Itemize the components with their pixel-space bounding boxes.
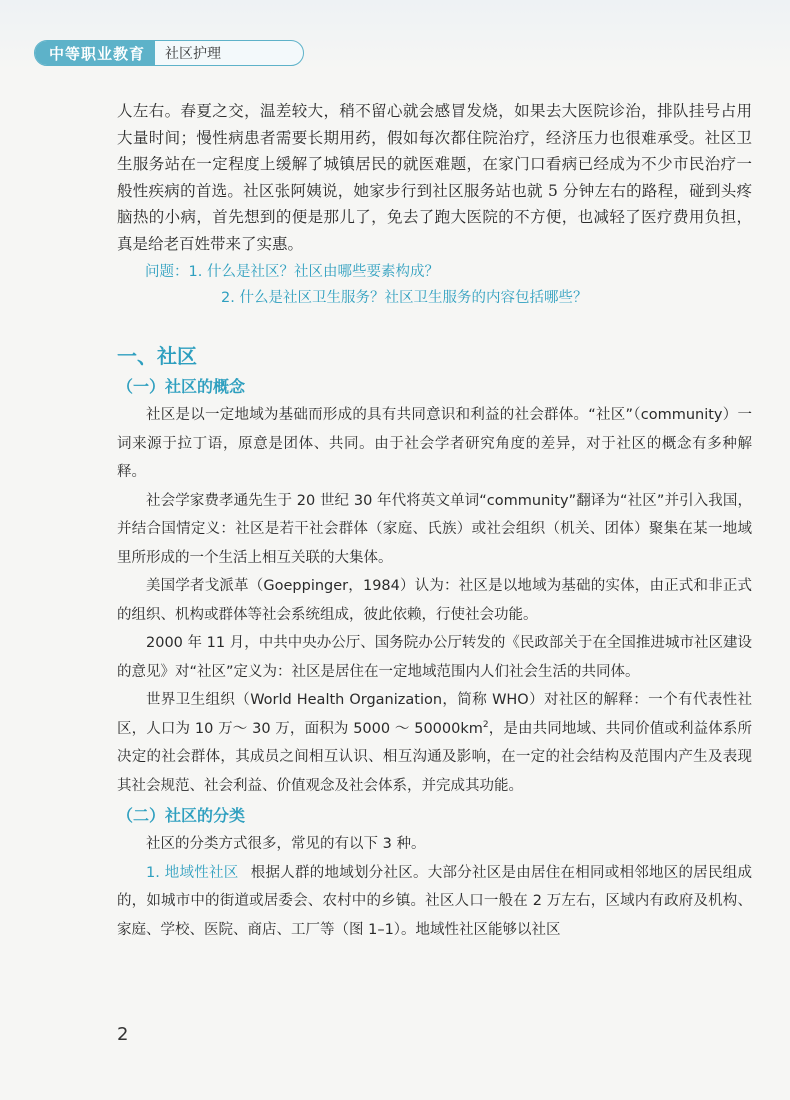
- page-header: [0, 0, 790, 72]
- question-block: [117, 259, 752, 311]
- section-title: 一、社区: [117, 344, 197, 368]
- header-pill: [34, 40, 304, 66]
- lead-term: 1. 地域性社区: [146, 864, 239, 881]
- paragraph-who: [117, 686, 752, 800]
- concept-body: [117, 401, 752, 800]
- page-content: [117, 98, 752, 944]
- superscript: 2: [482, 719, 489, 730]
- question-2: 2. 什么是社区卫生服务？社区卫生服务的内容包括哪些？: [221, 290, 588, 306]
- paragraph: 2000 年 11 月，中共中央办公厅、国务院办公厅转发的《民政部关于在全国推进城市社区建设的意见》对“社区”定义为：社区是居住在一定地域范围内人们社会生活的共同体。: [117, 635, 752, 680]
- paragraph: 社区的分类方式很多，常见的有以下 3 种。: [146, 836, 426, 852]
- book-title: 社区护理: [165, 46, 222, 62]
- regional-text: 根据人群的地域划分社区。大部分社区是由居住在相同或相邻地区的居民组成的，如城市中的街道或居委会、农村中的乡镇。社区人口一般在 2 万左右，区域内有政府及机构、家庭、学校、医院、商店、工厂等（图 1–1）。地域性社区能够以社区: [117, 864, 752, 938]
- who-text-a: 世界卫生组织（World Health Organization，简称 WHO）对社区的解释：一个有代表性社区，人口为 10 万～ 30 万，面积为 5000 ～ 50000km: [117, 692, 752, 737]
- paragraph: 社区是以一定地域为基础而形成的具有共同意识和利益的社会群体。“社区”（community）一词来源于拉丁语，原意是团体、共同。由于社会学者研究角度的差异，对于社区的概念有多种解释。: [117, 407, 752, 480]
- subsection-title-classification: （二）社区的分类: [117, 806, 246, 825]
- who-text-b: ，是由共同地域、共同价值或利益体系所决定的社会群体，其成员之间相互认识、相互沟通及影响，在一定的社会结构及范围内产生及表现其社会规范、社会利益、价值观念及社会体系，并完成其功能。: [117, 720, 752, 794]
- classification-body: [117, 830, 752, 944]
- case-story: [117, 98, 752, 257]
- paragraph: 美国学者戈派革（Goeppinger，1984）认为：社区是以地域为基础的实体，由正式和非正式的组织、机构或群体等社会系统组成，彼此依赖，行使社会功能。: [117, 578, 752, 623]
- subsection-title-concept: （一）社区的概念: [117, 377, 246, 396]
- question-1: 问题：1. 什么是社区？社区由哪些要素构成？: [145, 264, 439, 280]
- paragraph-regional: [117, 859, 752, 945]
- page-number: 2: [117, 1024, 129, 1045]
- series-label: 中等职业教育: [35, 41, 155, 65]
- story-paragraph: 人左右。春夏之交，温差较大，稍不留心就会感冒发烧，如果去大医院诊治，排队挂号占用大量时间；慢性病患者需要长期用药，假如每次都住院治疗，经济压力也很难承受。社区卫生服务站在一定程度上缓解了城镇居民的就医难题，在家门口看病已经成为不少市民治疗一般性疾病的首选。社区张阿姨说，她家步行到社区服务站也就 5 分钟左右的路程，碰到头疼脑热的小病，首先想到的便是那儿了，免去了跑大医院的不方便，也减轻了医疗费用负担，真是给老百姓带来了实惠。: [117, 102, 752, 253]
- paragraph: 社会学家费孝通先生于 20 世纪 30 年代将英文单词“community”翻译为“社区”并引入我国，并结合国情定义：社区是若干社会群体（家庭、氏族）或社会组织（机关、团体）聚集在某一地域里所形成的一个生活上相互关联的大集体。: [117, 492, 752, 566]
